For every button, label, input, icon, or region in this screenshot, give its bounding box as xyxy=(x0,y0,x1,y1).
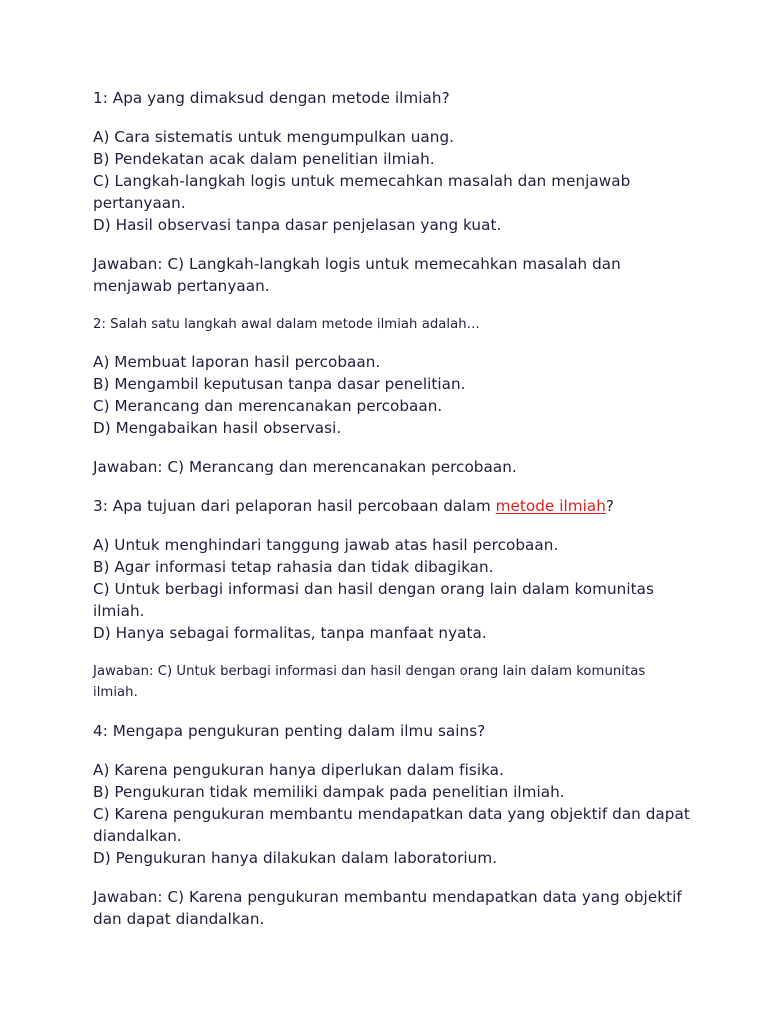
question-3-option-d: D) Hanya sebagai formalitas, tanpa manfaat nyata. xyxy=(93,624,487,642)
question-2-answer: Jawaban: C) Merancang dan merencanakan percobaan. xyxy=(93,458,517,476)
question-4-option-b: B) Pengukuran tidak memiliki dampak pada penelitian ilmiah. xyxy=(93,783,565,801)
question-4-option-a: A) Karena pengukuran hanya diperlukan dalam fisika. xyxy=(93,761,504,779)
question-4-option-c: C) Karena pengukuran membantu mendapatkan data yang objektif dan dapat diandalkan. xyxy=(93,805,690,845)
document-page xyxy=(93,87,693,930)
question-3 xyxy=(93,495,693,517)
question-3-option-b: B) Agar informasi tetap rahasia dan tidak dibagikan. xyxy=(93,558,494,576)
question-3-suffix: ? xyxy=(605,497,615,515)
question-2: 2: Salah satu langkah awal dalam metode ilmiah adalah… xyxy=(93,317,480,332)
question-1-option-b: B) Pendekatan acak dalam penelitian ilmiah. xyxy=(93,150,435,168)
metode-ilmiah-link[interactable]: metode ilmiah xyxy=(495,497,606,515)
question-1-option-a: A) Cara sistematis untuk mengumpulkan uang. xyxy=(93,128,455,146)
question-4-answer: Jawaban: C) Karena pengukuran membantu mendapatkan data yang objektif dan dapat diandalkan. xyxy=(93,888,682,928)
question-4: 4: Mengapa pengukuran penting dalam ilmu sains? xyxy=(93,722,486,740)
question-1-option-c: C) Langkah-langkah logis untuk memecahkan masalah dan menjawab pertanyaan. xyxy=(93,172,631,212)
question-2-option-d: D) Mengabaikan hasil observasi. xyxy=(93,419,342,437)
question-3-option-c: C) Untuk berbagi informasi dan hasil dengan orang lain dalam komunitas ilmiah. xyxy=(93,580,654,620)
question-1-option-d: D) Hasil observasi tanpa dasar penjelasan yang kuat. xyxy=(93,216,502,234)
question-2-option-a: A) Membuat laporan hasil percobaan. xyxy=(93,353,381,371)
question-1-answer: Jawaban: C) Langkah-langkah logis untuk memecahkan masalah dan menjawab pertanyaan. xyxy=(93,255,621,295)
question-3-option-a: A) Untuk menghindari tanggung jawab atas hasil percobaan. xyxy=(93,536,559,554)
question-3-answer: Jawaban: C) Untuk berbagi informasi dan hasil dengan orang lain dalam komunitas ilmiah. xyxy=(93,664,646,700)
question-4-option-d: D) Pengukuran hanya dilakukan dalam laboratorium. xyxy=(93,849,498,867)
question-2-option-b: B) Mengambil keputusan tanpa dasar penelitian. xyxy=(93,375,466,393)
question-1: 1: Apa yang dimaksud dengan metode ilmiah? xyxy=(93,89,450,107)
question-3-text: 3: Apa tujuan dari pelaporan hasil percobaan dalam xyxy=(93,497,496,515)
question-2-option-c: C) Merancang dan merencanakan percobaan. xyxy=(93,397,443,415)
